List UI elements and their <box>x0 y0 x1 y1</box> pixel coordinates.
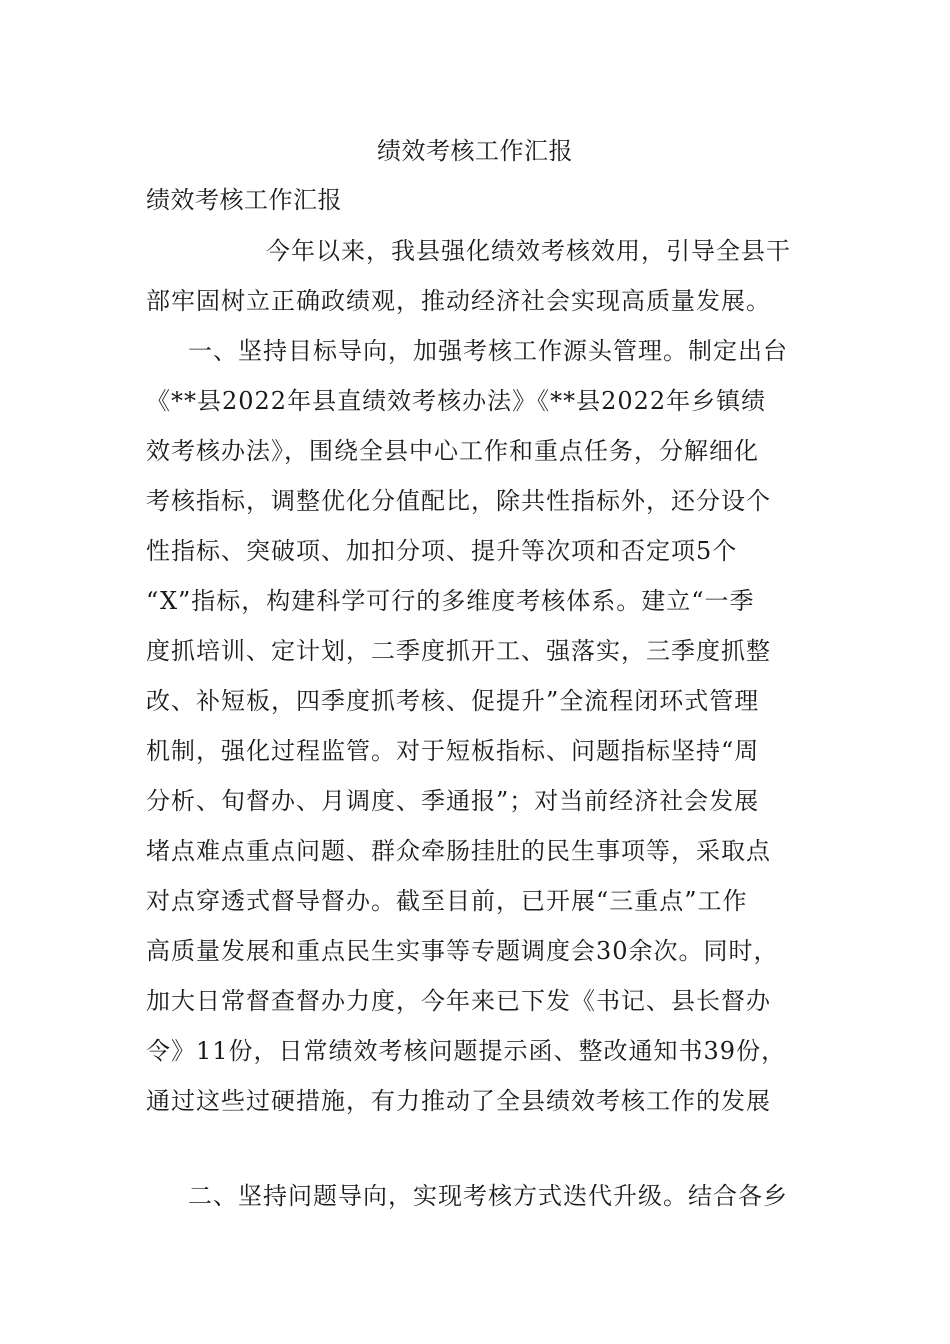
document-subtitle: 绩效考核工作汇报 <box>146 186 342 214</box>
document-title: 绩效考核工作汇报 <box>377 137 573 165</box>
paragraph-2-line-10: 分析、旬督办、月调度、季通报”；对当前经济社会发展 <box>146 787 760 815</box>
paragraph-2-line-16: 通过这些过硬措施，有力推动了全县绩效考核工作的发展 <box>146 1087 771 1115</box>
paragraph-3-line-1: 二、坚持问题导向，实现考核方式迭代升级。结合各乡 <box>188 1182 788 1210</box>
paragraph-1-line-1: 今年以来，我县强化绩效考核效用，引导全县干 <box>266 237 791 265</box>
paragraph-2-line-6: “X”指标，构建科学可行的多维度考核体系。建立“一季 <box>146 587 755 615</box>
paragraph-2-line-5: 性指标、突破项、加扣分项、提升等次项和否定项5个 <box>146 537 738 565</box>
paragraph-1-line-2: 部牢固树立正确政绩观，推动经济社会实现高质量发展。 <box>146 287 771 315</box>
paragraph-2-line-1: 一、坚持目标导向，加强考核工作源头管理。制定出台 <box>188 337 788 365</box>
paragraph-2-line-12: 对点穿透式督导督办。截至目前，已开展“三重点”工作 <box>146 887 748 915</box>
paragraph-2-line-7: 度抓培训、定计划，二季度抓开工、强落实，三季度抓整 <box>146 637 771 665</box>
paragraph-2-line-14: 加大日常督查督办力度，今年来已下发《书记、县长督办 <box>146 987 771 1015</box>
paragraph-2-line-3: 效考核办法》，围绕全县中心工作和重点任务，分解细化 <box>146 437 759 465</box>
paragraph-2-line-4: 考核指标，调整优化分值配比，除共性指标外，还分设个 <box>146 487 771 515</box>
paragraph-2-line-2: 《**县2022年县直绩效考核办法》《**县2022年乡镇绩 <box>146 387 767 415</box>
paragraph-2-line-15: 令》11份，日常绩效考核问题提示函、整改通知书39份， <box>146 1037 787 1065</box>
paragraph-2-line-9: 机制，强化过程监管。对于短板指标、问题指标坚持“周 <box>146 737 760 765</box>
paragraph-2-line-13: 高质量发展和重点民生实事等专题调度会30余次。同时， <box>146 937 779 965</box>
paragraph-2-line-8: 改、补短板，四季度抓考核、促提升”全流程闭环式管理 <box>146 687 760 715</box>
paragraph-2-line-11: 堵点难点重点问题、群众牵肠挂肚的民生事项等，采取点 <box>146 837 771 865</box>
